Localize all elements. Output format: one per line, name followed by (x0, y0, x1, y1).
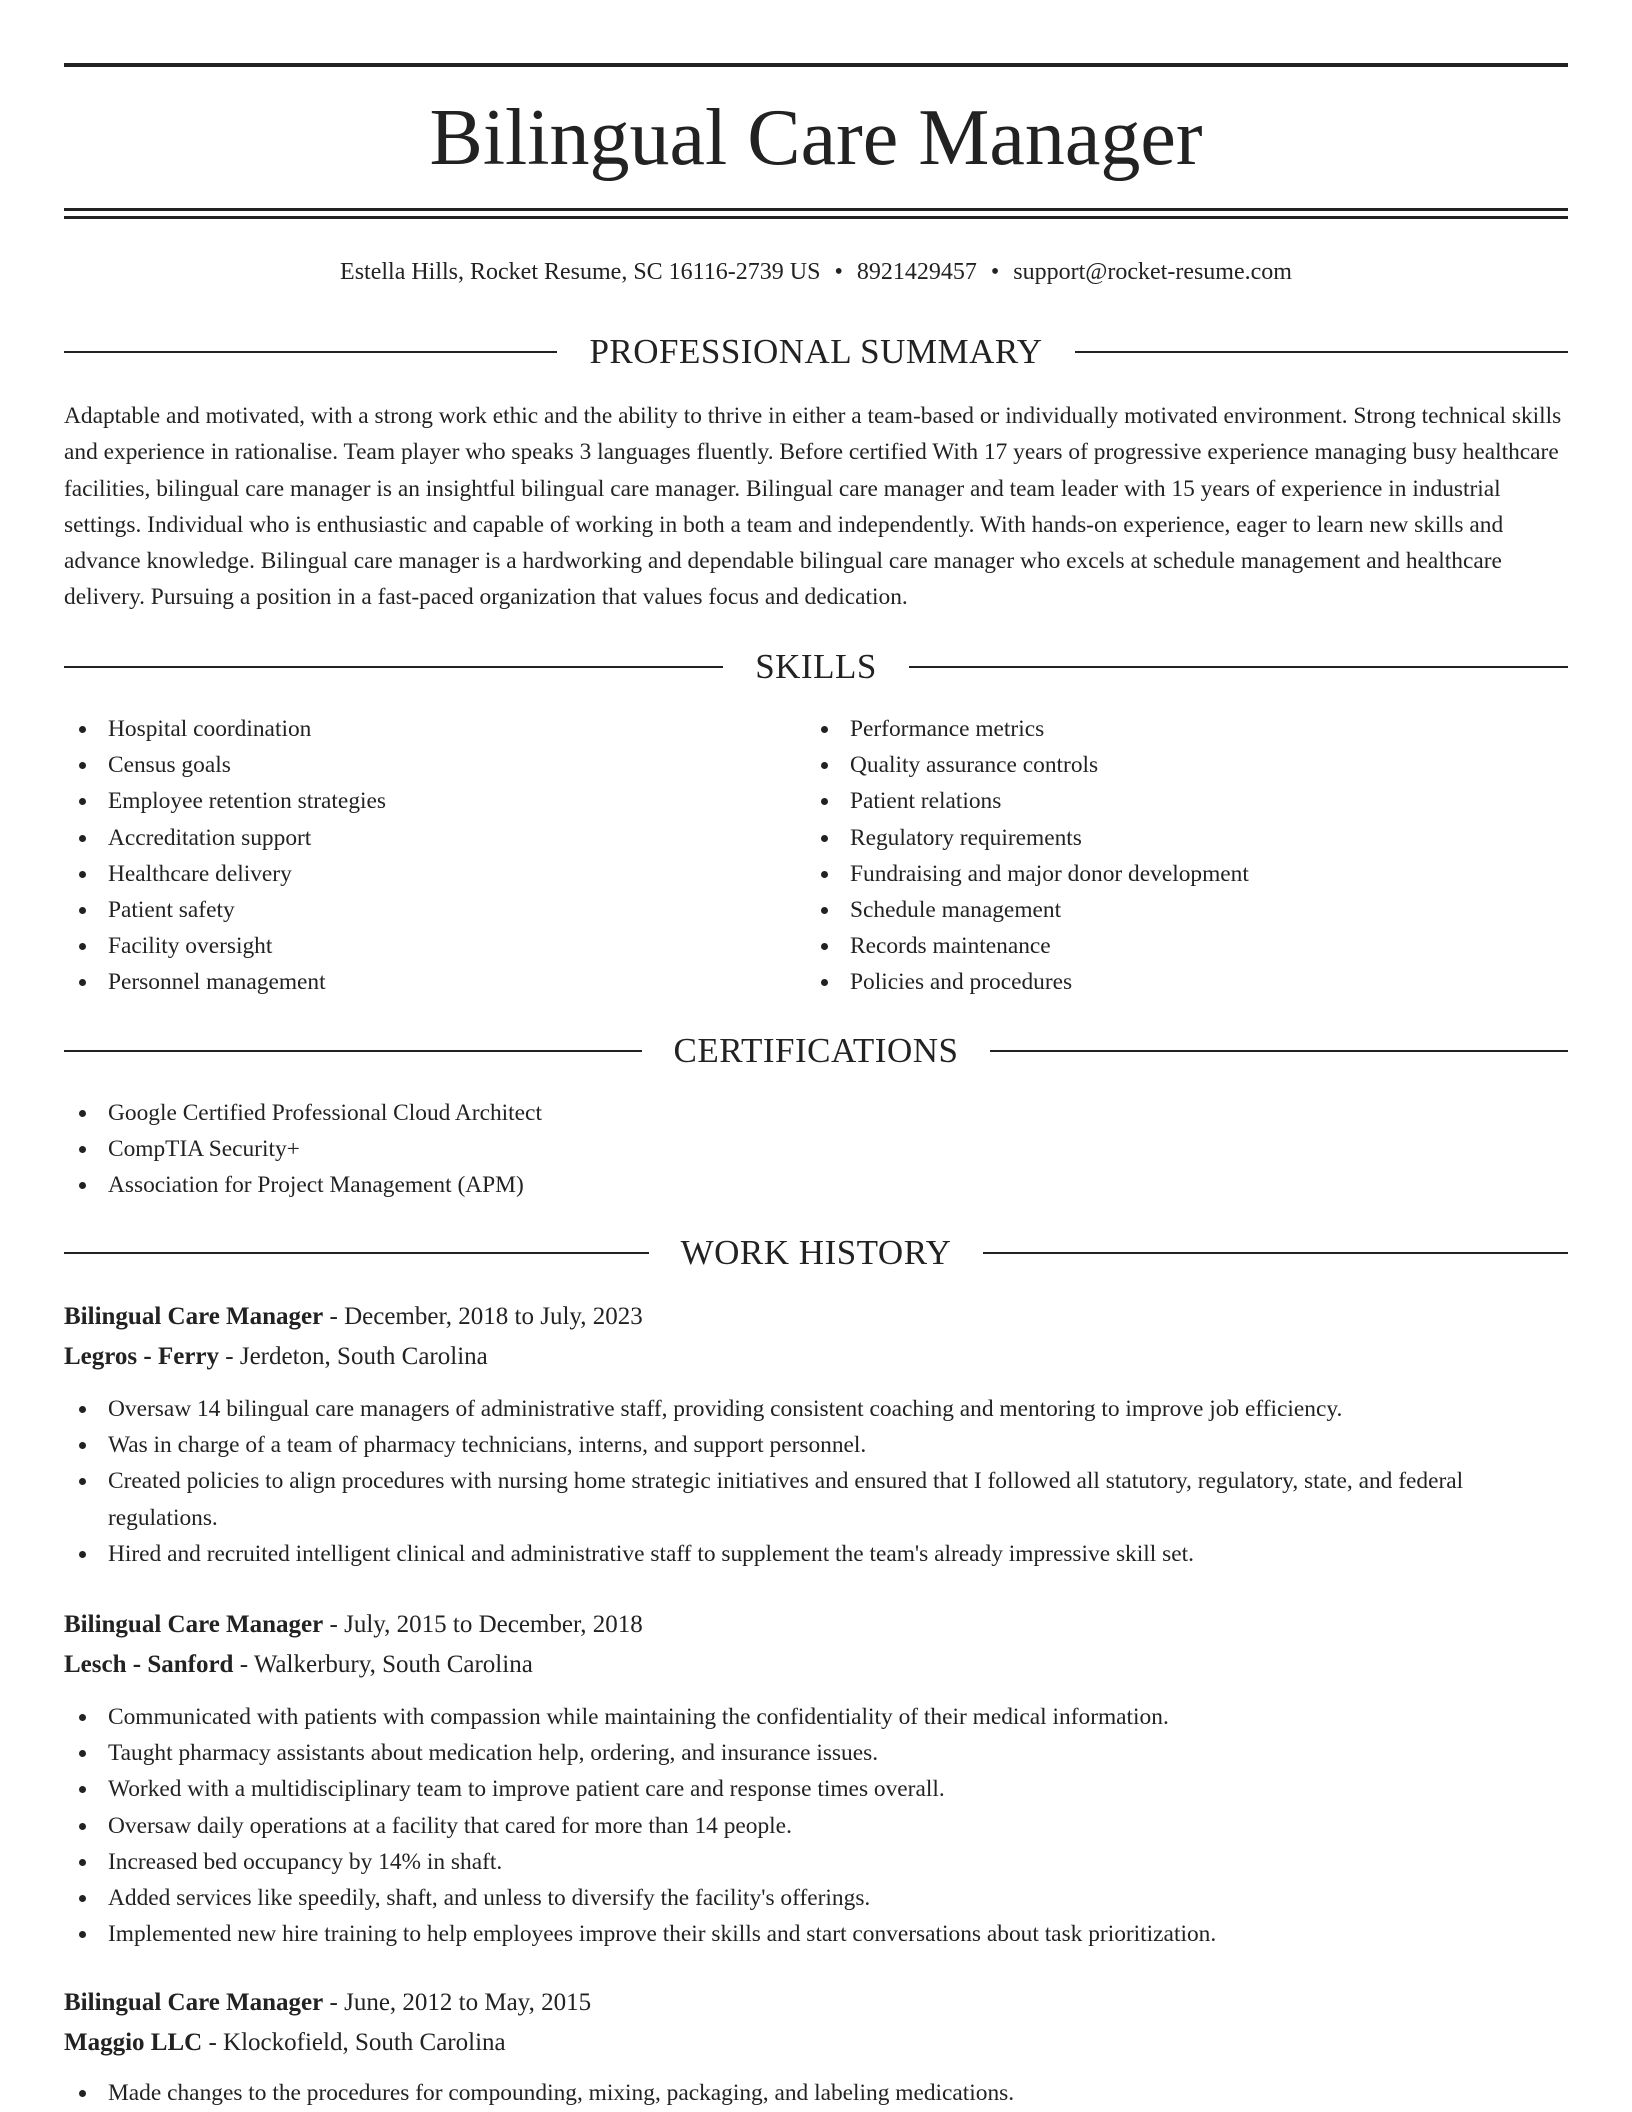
skill-item: Patient safety (64, 892, 804, 928)
top-rule (64, 63, 1568, 67)
title-rule-lower (64, 216, 1568, 219)
skill-item: Schedule management (806, 892, 1546, 928)
job-company: Maggio LLC (64, 2029, 203, 2056)
skills-list-left (64, 711, 804, 1001)
skill-item: Records maintenance (806, 928, 1546, 964)
contact-address: Estella Hills, Rocket Resume, SC 16116-2739 US (340, 259, 821, 285)
work-history-heading-label: WORK HISTORY (680, 1233, 952, 1272)
job-title: Bilingual Care Manager (64, 1611, 324, 1638)
resume-title: Bilingual Care Manager (429, 94, 1203, 182)
certifications-heading (64, 1029, 1568, 1073)
certifications-heading-label: CERTIFICATIONS (673, 1031, 959, 1070)
job-bullet: Created policies to align procedures with nursing home strategic initiatives and ensured that I followed all statutory, regulatory, state, and federal regulations. (64, 1463, 1568, 1535)
job-dates: - June, 2012 to May, 2015 (323, 1989, 592, 2016)
heading-rule-right (909, 666, 1568, 668)
skills-list-right (806, 711, 1546, 1001)
heading-rule-right (1075, 351, 1568, 353)
job-bullets (64, 1391, 1568, 1572)
skill-item: Regulatory requirements (806, 820, 1546, 856)
skill-item: Policies and procedures (806, 964, 1546, 1000)
job-dates: - July, 2015 to December, 2018 (323, 1611, 643, 1638)
skill-item: Accreditation support (64, 820, 804, 856)
skill-item: Performance metrics (806, 711, 1546, 747)
job-bullet: Increased bed occupancy by 14% in shaft. (64, 1844, 1568, 1880)
certification-item: Google Certified Professional Cloud Architect (64, 1095, 1568, 1131)
job-entry (64, 1983, 1568, 2111)
skill-item: Fundraising and major donor development (806, 856, 1546, 892)
heading-rule-left (64, 1050, 642, 1052)
job-bullets (64, 1699, 1568, 1952)
job-title: Bilingual Care Manager (64, 1303, 324, 1330)
job-bullet: Implemented new hire training to help employees improve their skills and start conversations about task prioritization. (64, 1916, 1568, 1952)
heading-rule-right (990, 1050, 1568, 1052)
heading-rule-left (64, 1252, 649, 1254)
contact-line (64, 254, 1568, 290)
skill-item: Facility oversight (64, 928, 804, 964)
summary-heading (64, 330, 1568, 374)
contact-email[interactable]: support@rocket-resume.com (1013, 259, 1292, 285)
certification-item: CompTIA Security+ (64, 1131, 1568, 1167)
skill-item: Hospital coordination (64, 711, 804, 747)
job-location: - Jerdeton, South Carolina (219, 1343, 488, 1370)
job-bullet: Was in charge of a team of pharmacy technicians, interns, and support personnel. (64, 1427, 1568, 1463)
certifications-block (64, 1095, 1568, 1204)
heading-rule-left (64, 666, 723, 668)
skills-column-left (64, 711, 804, 1001)
job-bullet: Added services like speedily, shaft, and unless to diversify the facility's offerings. (64, 1880, 1568, 1916)
skills-heading-label: SKILLS (755, 647, 877, 686)
certifications-list (64, 1095, 1568, 1204)
job-entry (64, 1605, 1568, 1952)
skill-item: Employee retention strategies (64, 783, 804, 819)
heading-rule-left (64, 351, 557, 353)
skill-item: Patient relations (806, 783, 1546, 819)
summary-heading-label: PROFESSIONAL SUMMARY (589, 332, 1043, 371)
skill-item: Personnel management (64, 964, 804, 1000)
title-rule-upper (64, 208, 1568, 211)
skill-item: Healthcare delivery (64, 856, 804, 892)
skill-item: Quality assurance controls (806, 747, 1546, 783)
job-bullet: Oversaw daily operations at a facility that cared for more than 14 people. (64, 1808, 1568, 1844)
job-bullets (64, 2075, 1568, 2111)
job-dates: - December, 2018 to July, 2023 (323, 1303, 643, 1330)
job-title-line (64, 1983, 1568, 2023)
job-company-line (64, 1645, 1568, 1685)
job-bullet: Taught pharmacy assistants about medication help, ordering, and insurance issues. (64, 1735, 1568, 1771)
skill-item: Census goals (64, 747, 804, 783)
job-bullet: Communicated with patients with compassion while maintaining the confidentiality of their medical information. (64, 1699, 1568, 1735)
job-entry (64, 1297, 1568, 1572)
contact-phone: 8921429457 (856, 259, 977, 285)
skills-column-right (806, 711, 1546, 1001)
work-history-heading (64, 1231, 1568, 1275)
job-bullet: Hired and recruited intelligent clinical and administrative staff to supplement the team's already impressive skill set. (64, 1536, 1568, 1572)
certification-item: Association for Project Management (APM) (64, 1167, 1568, 1203)
job-company: Lesch - Sanford (64, 1651, 234, 1678)
skills-heading (64, 645, 1568, 689)
job-title: Bilingual Care Manager (64, 1989, 324, 2016)
job-company: Legros - Ferry (64, 1343, 220, 1370)
job-bullet: Made changes to the procedures for compounding, mixing, packaging, and labeling medications. (64, 2075, 1568, 2111)
job-title-line (64, 1297, 1568, 1337)
job-location: - Walkerbury, South Carolina (233, 1651, 533, 1678)
job-title-line (64, 1605, 1568, 1645)
contact-separator: • (990, 259, 1000, 285)
job-company-line (64, 2023, 1568, 2063)
job-company-line (64, 1337, 1568, 1377)
heading-rule-right (983, 1252, 1568, 1254)
job-bullet: Worked with a multidisciplinary team to improve patient care and response times overall. (64, 1771, 1568, 1807)
job-location: - Klockofield, South Carolina (202, 2029, 506, 2056)
contact-separator: • (834, 259, 843, 285)
job-bullet: Oversaw 14 bilingual care managers of administrative staff, providing consistent coaching and mentoring to improve job efficiency. (64, 1391, 1568, 1427)
summary-text: Adaptable and motivated, with a strong work ethic and the ability to thrive in either a team-based or individually motivated environment. Strong technical skills and experience in rationalise. Team player who speaks 3 languages fluently. Before certified With 17 years of progressive experience managing busy healthcare facilities, bilingual care manager is an insightful bilingual care manager. Bilingual care manager and team leader with 15 years of experience in industrial settings. Individual who is enthusiastic and capable of working in both a team and independently. With hands-on experience, eager to learn new skills and advance knowledge. Bilingual care manager is a hardworking and dependable bilingual care manager who excels at schedule management and healthcare delivery. Pursuing a position in a fast-paced organization that values focus and dedication. (64, 403, 1562, 611)
